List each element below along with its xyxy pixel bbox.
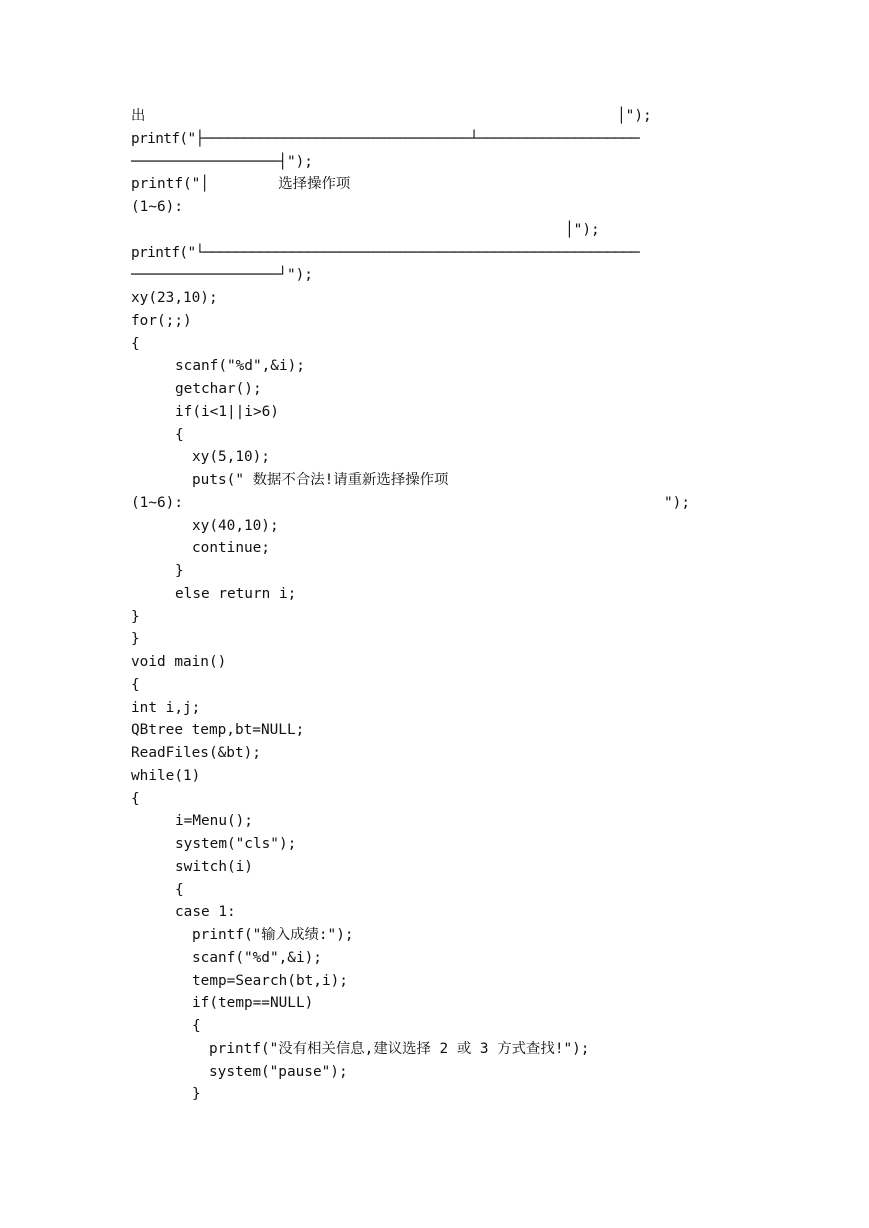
code-line: { [192, 1018, 201, 1034]
code-line: int i,j; [131, 700, 201, 716]
code-line: printf("├─────────────────────────────────┴──────────────────── [131, 131, 640, 147]
code-line: (1~6): [131, 199, 183, 215]
code-line: printf("输入成绩:"); [192, 927, 354, 943]
code-line: case 1: [175, 904, 236, 920]
code-line: } [175, 563, 184, 579]
code-line: (1~6): [131, 495, 183, 511]
code-line: system("pause"); [209, 1064, 348, 1080]
code-line: for(;;) [131, 313, 192, 329]
code-line: QBtree temp,bt=NULL; [131, 722, 305, 738]
code-line: void main() [131, 654, 227, 670]
code-line: } [192, 1086, 201, 1102]
code-line: "); [664, 495, 690, 511]
code-line: { [131, 791, 140, 807]
code-line: } [131, 631, 140, 647]
code-line: puts(" 数据不合法!请重新选择操作项 [192, 472, 449, 488]
code-line: printf("└────────────────────────────────────────────────────── [131, 245, 640, 261]
code-line: continue; [192, 540, 270, 556]
code-line: 出 [131, 108, 146, 124]
code-line: printf("没有相关信息,建议选择 2 或 3 方式查找!"); [209, 1041, 590, 1057]
code-line: ─────────────────┤"); [131, 154, 313, 170]
code-line: { [131, 336, 140, 352]
code-line: xy(5,10); [192, 449, 270, 465]
code-line: i=Menu(); [175, 813, 253, 829]
code-line: else return i; [175, 586, 297, 602]
code-line: │"); [565, 222, 600, 238]
code-line: xy(23,10); [131, 290, 218, 306]
code-line: { [175, 427, 184, 443]
code-line: system("cls"); [175, 836, 297, 852]
code-line: } [131, 609, 140, 625]
code-line: switch(i) [175, 859, 253, 875]
code-line: │"); [617, 108, 652, 124]
code-line: getchar(); [175, 381, 262, 397]
code-line: printf("│ 选择操作项 [131, 176, 351, 192]
code-line: { [175, 882, 184, 898]
code-line: { [131, 677, 140, 693]
code-line: while(1) [131, 768, 201, 784]
code-line: scanf("%d",&i); [175, 358, 305, 374]
code-line: if(temp==NULL) [192, 995, 314, 1011]
code-line: ─────────────────┘"); [131, 267, 313, 283]
code-line: scanf("%d",&i); [192, 950, 322, 966]
code-line: if(i<1||i>6) [175, 404, 279, 420]
code-line: temp=Search(bt,i); [192, 973, 348, 989]
code-line: ReadFiles(&bt); [131, 745, 261, 761]
code-line: xy(40,10); [192, 518, 279, 534]
